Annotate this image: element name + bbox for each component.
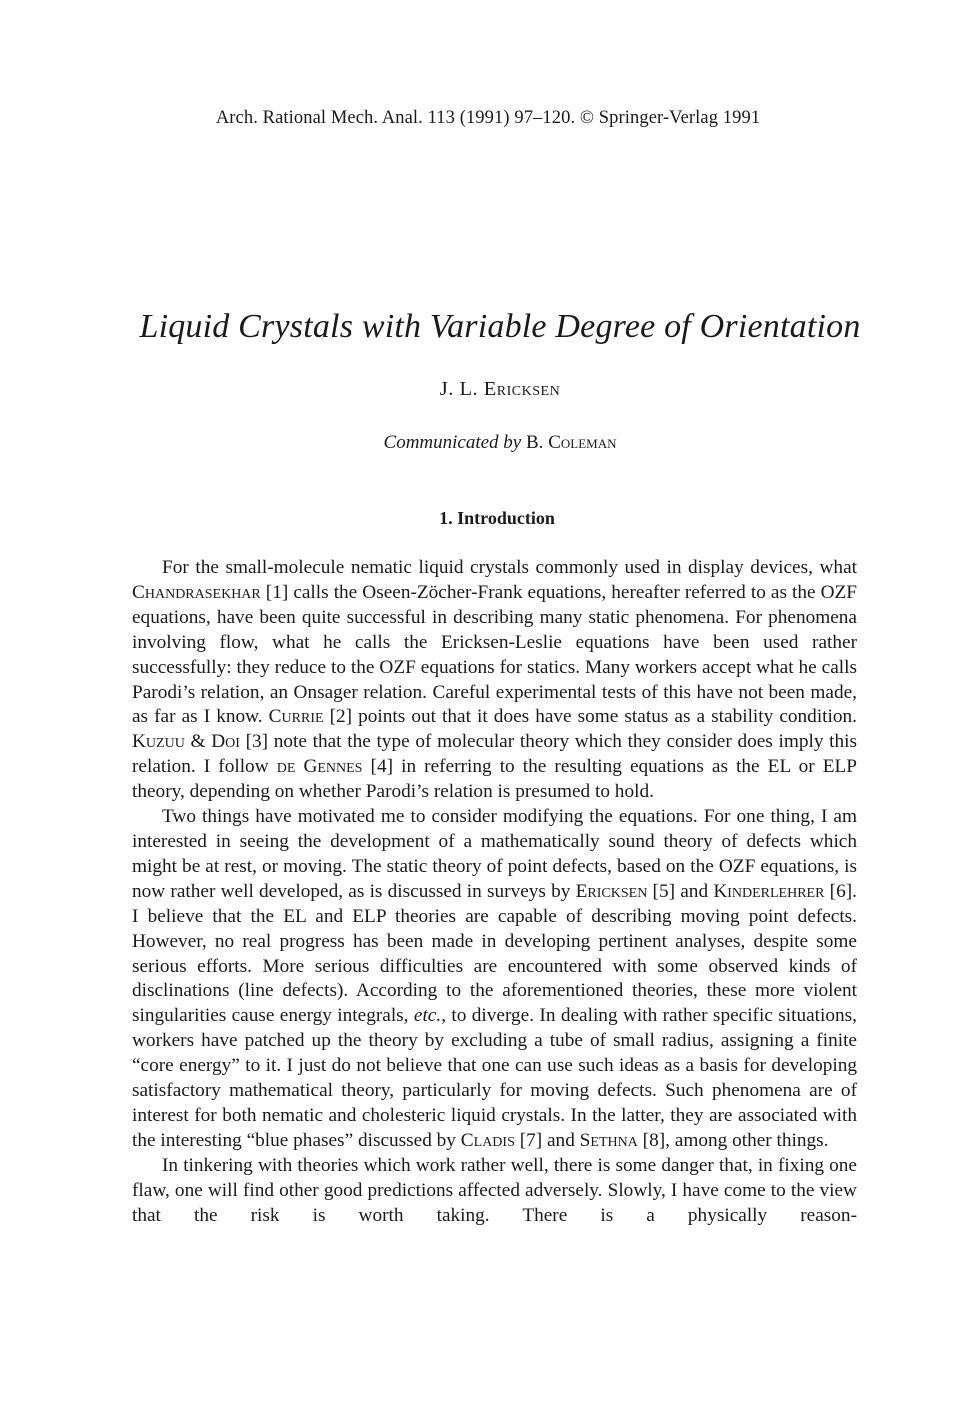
text-run: [5] and <box>647 880 714 902</box>
cited-name: Cladis <box>460 1129 515 1151</box>
journal-citation-header: Arch. Rational Mech. Anal. 113 (1991) 97–120. © Springer-Verlag 1991 <box>215 108 761 128</box>
text-run: [7] and <box>514 1129 580 1151</box>
author-surname: Ericksen <box>483 378 561 400</box>
cited-name: Kuzuu <box>132 731 185 753</box>
text-run: & <box>184 731 212 753</box>
cited-name: Sethna <box>579 1129 638 1151</box>
text-run: Two things have motivated me to consider modifying the equations. For one thing, I am interested in seeing the development of a mathematically sound theory of defects which might be at rest, or moving. The static theory of point defects, based on the OZF equations, is now rather well developed, as is discussed in surveys by <box>132 806 857 902</box>
text-run: [2] points out that it does have some status as a stability condition. <box>323 706 857 728</box>
text-run: [1] calls the Oseen-Zöcher-Frank equations, hereafter referred to as the OZF equations, have been quite successful in describing many static phenomena. For phenomena involving flow, what he calls the Ericksen-Leslie equations have been used rather successfully: they reduce to the OZF equations for statics. Many workers accept what he calls Parodi’s relation, an Onsager relation. Careful experimental tests of this have not been made, as far as I know. <box>132 581 857 728</box>
author-line <box>0 378 976 401</box>
cited-name: Kinderlehrer <box>713 880 825 902</box>
text-run: [3] note that the type of molecular theory which they consider does imply this relation. I follow <box>132 731 858 778</box>
paragraph-1 <box>132 556 857 805</box>
paragraph-2 <box>132 805 857 1154</box>
italic-text: etc. <box>413 1005 442 1027</box>
paragraph-3 <box>132 1154 857 1229</box>
text-run: For the small-molecule nematic liquid crystals commonly used in display devices, what <box>162 557 857 578</box>
section-heading: 1. Introduction <box>439 508 555 528</box>
text-run: [8], among other things. <box>637 1129 829 1151</box>
body-text <box>132 556 857 1228</box>
cited-name: de Gennes <box>276 756 363 778</box>
communicated-prefix: Communicated by <box>383 432 522 453</box>
cited-name: Currie <box>268 706 324 728</box>
communicator-surname: Coleman <box>548 432 617 453</box>
text-run: , to diverge. In dealing with rather specific situations, workers have patched up the theory by excluding a tube of small radius, assigning a finite “core energy” to it. I just do not believe that one can use such ideas as a basis for developing satisfactory mathematical theory, particularly for moving defects. Such phenomena are of interest for both nematic and cholesteric liquid crystals. In the latter, they are associated with the interesting “blue phases” discussed by <box>132 1005 857 1151</box>
communicated-by-line <box>0 432 976 454</box>
cited-name: Doi <box>211 731 240 753</box>
communicator-initial: B. <box>521 432 549 453</box>
paper-title: Liquid Crystals with Variable Degree of Orientation <box>139 308 861 345</box>
cited-name: Ericksen <box>575 880 648 902</box>
cited-name: Chandrasekhar <box>132 581 261 603</box>
text-run: [6]. I believe that the EL and ELP theories are capable of describing moving point defects. However, no real progress has been made in developing pertinent analyses, despite some serious efforts. More serious difficulties are encountered with some observed kinds of disclinations (line defects). According to the aforementioned theories, these more violent singularities cause energy integrals, <box>132 880 857 1027</box>
author-initials: J. L. <box>439 378 484 400</box>
text-run: In tinkering with theories which work rather well, there is some danger that, in fixing one flaw, one will find other good predictions affected adversely. Slowly, I have come to the view that the risk is worth taking. There is a physically reason- <box>132 1154 857 1226</box>
text-run: [4] in referring to the resulting equations as the EL or ELP theory, depending on whether Parodi’s relation is presumed to hold. <box>132 756 858 803</box>
